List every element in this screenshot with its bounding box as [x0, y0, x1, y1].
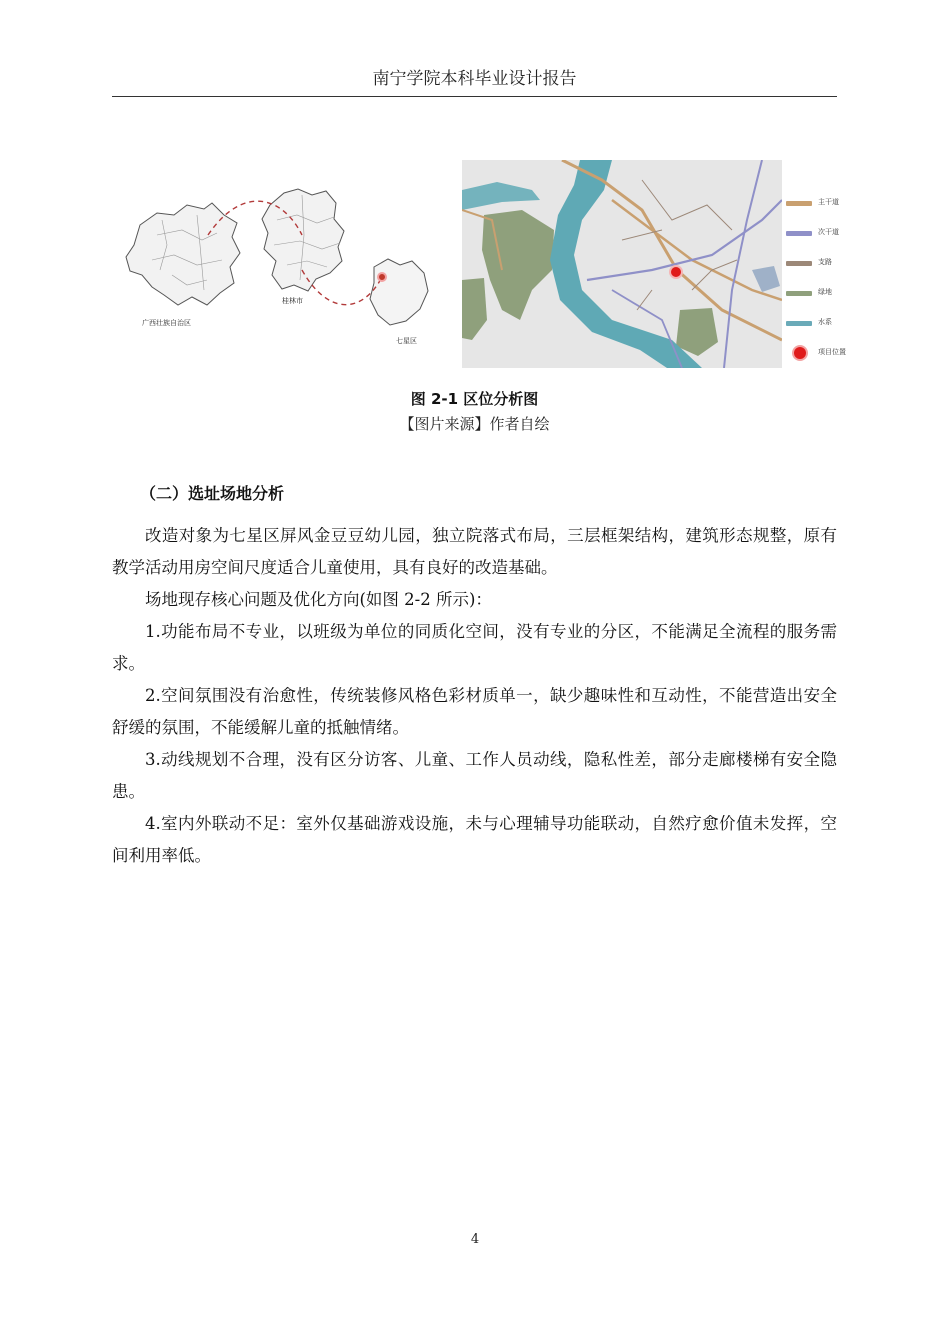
project-marker [378, 273, 386, 281]
guangxi-outline [126, 203, 240, 305]
legend-swatch-secondary-road [786, 231, 812, 236]
paragraph: 3.动线规划不合理，没有区分访客、儿童、工作人员动线，隐私性差，部分走廊楼梯有安全隐患。 [112, 750, 837, 801]
legend-label: 次干道 [818, 228, 839, 236]
label-qixing: 七星区 [396, 337, 417, 345]
guilin-outline [262, 189, 344, 291]
body-text [112, 520, 837, 872]
qixing-outline [370, 259, 428, 325]
paragraph: 2.空间氛围没有治愈性，传统装修风格色彩材质单一，缺少趣味性和互动性，不能营造出安全舒缓的氛围，不能缓解儿童的抵触情绪。 [112, 686, 837, 737]
legend-swatch-water [786, 321, 812, 326]
label-guangxi: 广西壮族自治区 [142, 319, 191, 327]
paragraph: 4.室内外联动不足：室外仅基础游戏设施，未与心理辅导功能联动，自然疗愈价值未发挥，空间利用率低。 [112, 814, 837, 865]
paragraph: 场地现存核心问题及优化方向(如图 2-2 所示)： [145, 590, 492, 609]
legend-label: 绿地 [818, 288, 832, 296]
legend-item-branch-road [786, 255, 856, 285]
legend-swatch-branch-road [786, 261, 812, 266]
site-road-map [462, 160, 782, 368]
regional-location-map [112, 175, 452, 350]
legend-item-main-road [786, 195, 856, 225]
figure-source: 【图片来源】作者自绘 [399, 415, 550, 433]
section-heading: （二）选址场地分析 [140, 484, 285, 503]
location-analysis-figure [112, 160, 846, 370]
legend-item-secondary-road [786, 225, 856, 255]
legend-label: 水系 [818, 318, 832, 326]
paragraph: 1.功能布局不专业，以班级为单位的同质化空间，没有专业的分区，不能满足全流程的服务需求。 [112, 622, 837, 673]
legend-swatch-green-space [786, 291, 812, 296]
paragraph: 改造对象为七星区屏风金豆豆幼儿园，独立院落式布局，三层框架结构，建筑形态规整，原有教学活动用房空间尺度适合儿童使用，具有良好的改造基础。 [112, 526, 837, 577]
legend-label: 主干道 [818, 198, 839, 206]
legend-dot-project-location [794, 347, 806, 359]
label-guilin: 桂林市 [282, 297, 303, 305]
legend-label: 项目位置 [818, 348, 846, 356]
page-number: 4 [470, 1232, 480, 1247]
legend-item-green-space [786, 285, 856, 315]
project-location-marker [670, 266, 682, 278]
map-legend [786, 195, 856, 375]
legend-swatch-main-road [786, 201, 812, 206]
legend-item-water [786, 315, 856, 345]
legend-item-project-location [786, 345, 856, 375]
figure-caption: 图 2-1 区位分析图 [410, 390, 539, 408]
legend-label: 支路 [818, 258, 832, 266]
page-header: 南宁学院本科毕业设计报告 [112, 66, 837, 97]
